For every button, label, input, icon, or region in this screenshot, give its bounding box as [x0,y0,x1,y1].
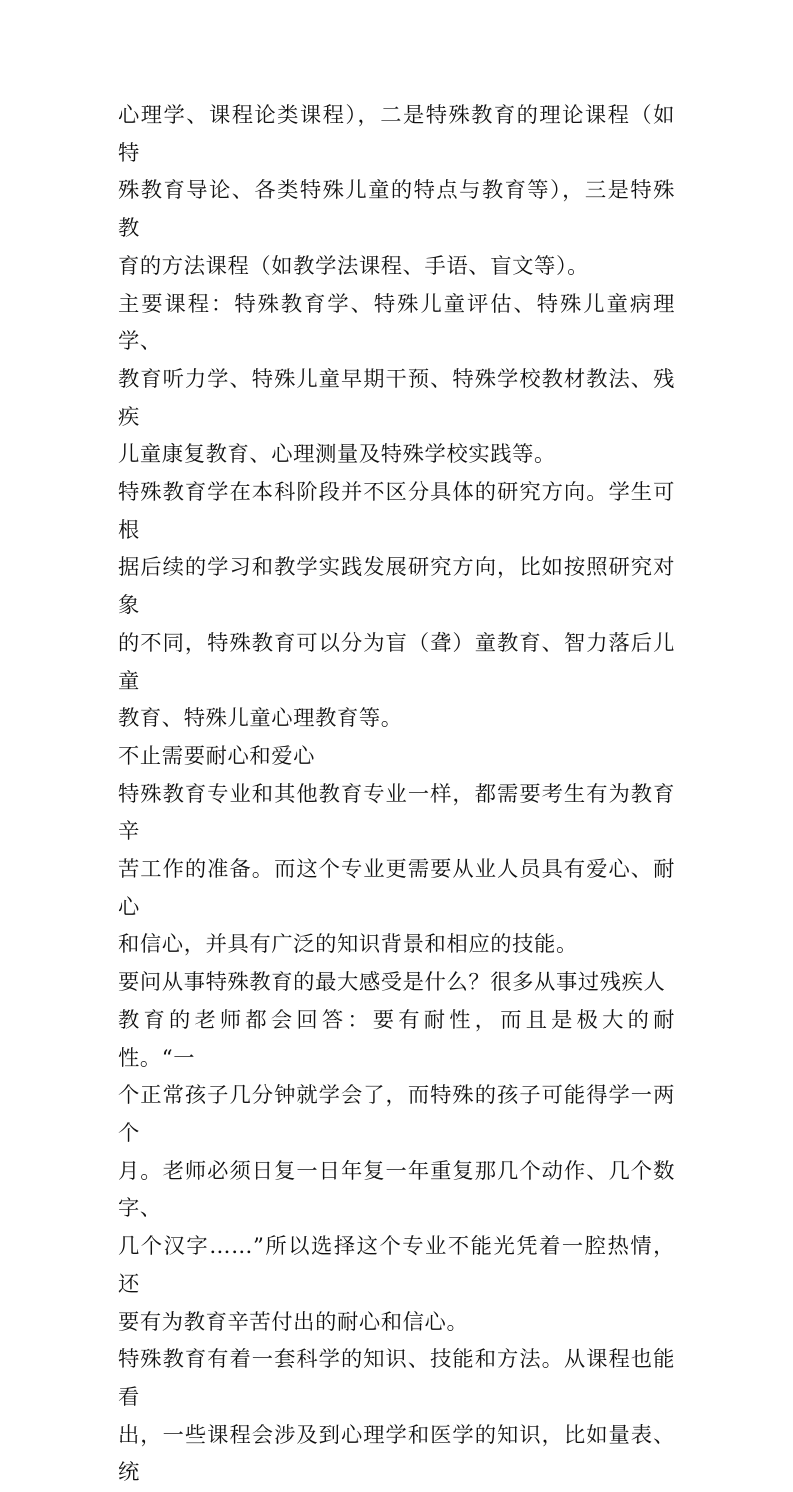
paragraph-main-courses: 主要课程：特殊教育学、特殊儿童评估、特殊儿童病理学、 教育听力学、特殊儿童早期干预、特殊学校教材教法、残疾 儿童康复教育、心理测量及特殊学校实践等。 [118,291,675,468]
paragraph-course-categories: 心理学、课程论类课程），二是特殊教育的理论课程（如特 殊教育导论、各类特殊儿童的特点与教育等），三是特殊教 育的方法课程（如教学法课程、手语、盲文等）。 [118,103,675,279]
paragraph-teacher-experience: 要问从事特殊教育的最大感受是什么？很多从事过残疾人 教育的老师都会回答：要有耐性，而且是极大的耐性。“一 个正常孩子几分钟就学会了，而特殊的孩子可能得学一两个 月。老师必须日复一日年复一年重复那几个动作、几个数字、 几个汉字……”所以选择这个专业不能光凭着一腔热情，还 要有为教育辛苦付出的耐心和信心。 [118,970,675,1335]
paragraph-requirements: 特殊教育专业和其他教育专业一样，都需要考生有为教育辛 苦工作的准备。而这个专业更需要从业人员具有爱心、耐心 和信心，并具有广泛的知识背景和相应的技能。 [118,781,675,958]
paragraph-scientific-methods: 特殊教育有着一套科学的知识、技能和方法。从课程也能看 出，一些课程会涉及到心理学和医学的知识，比如量表、统 [118,1347,675,1486]
paragraph-research-directions: 特殊教育学在本科阶段并不区分具体的研究方向。学生可根 据后续的学习和教学实践发展研究方向，比如按照研究对象 的不同，特殊教育可以分为盲（聋）童教育、智力落后儿童 教育、特殊儿童心理教育等。 [118,480,675,732]
section-heading: 不止需要耐心和爱心 [118,743,316,769]
